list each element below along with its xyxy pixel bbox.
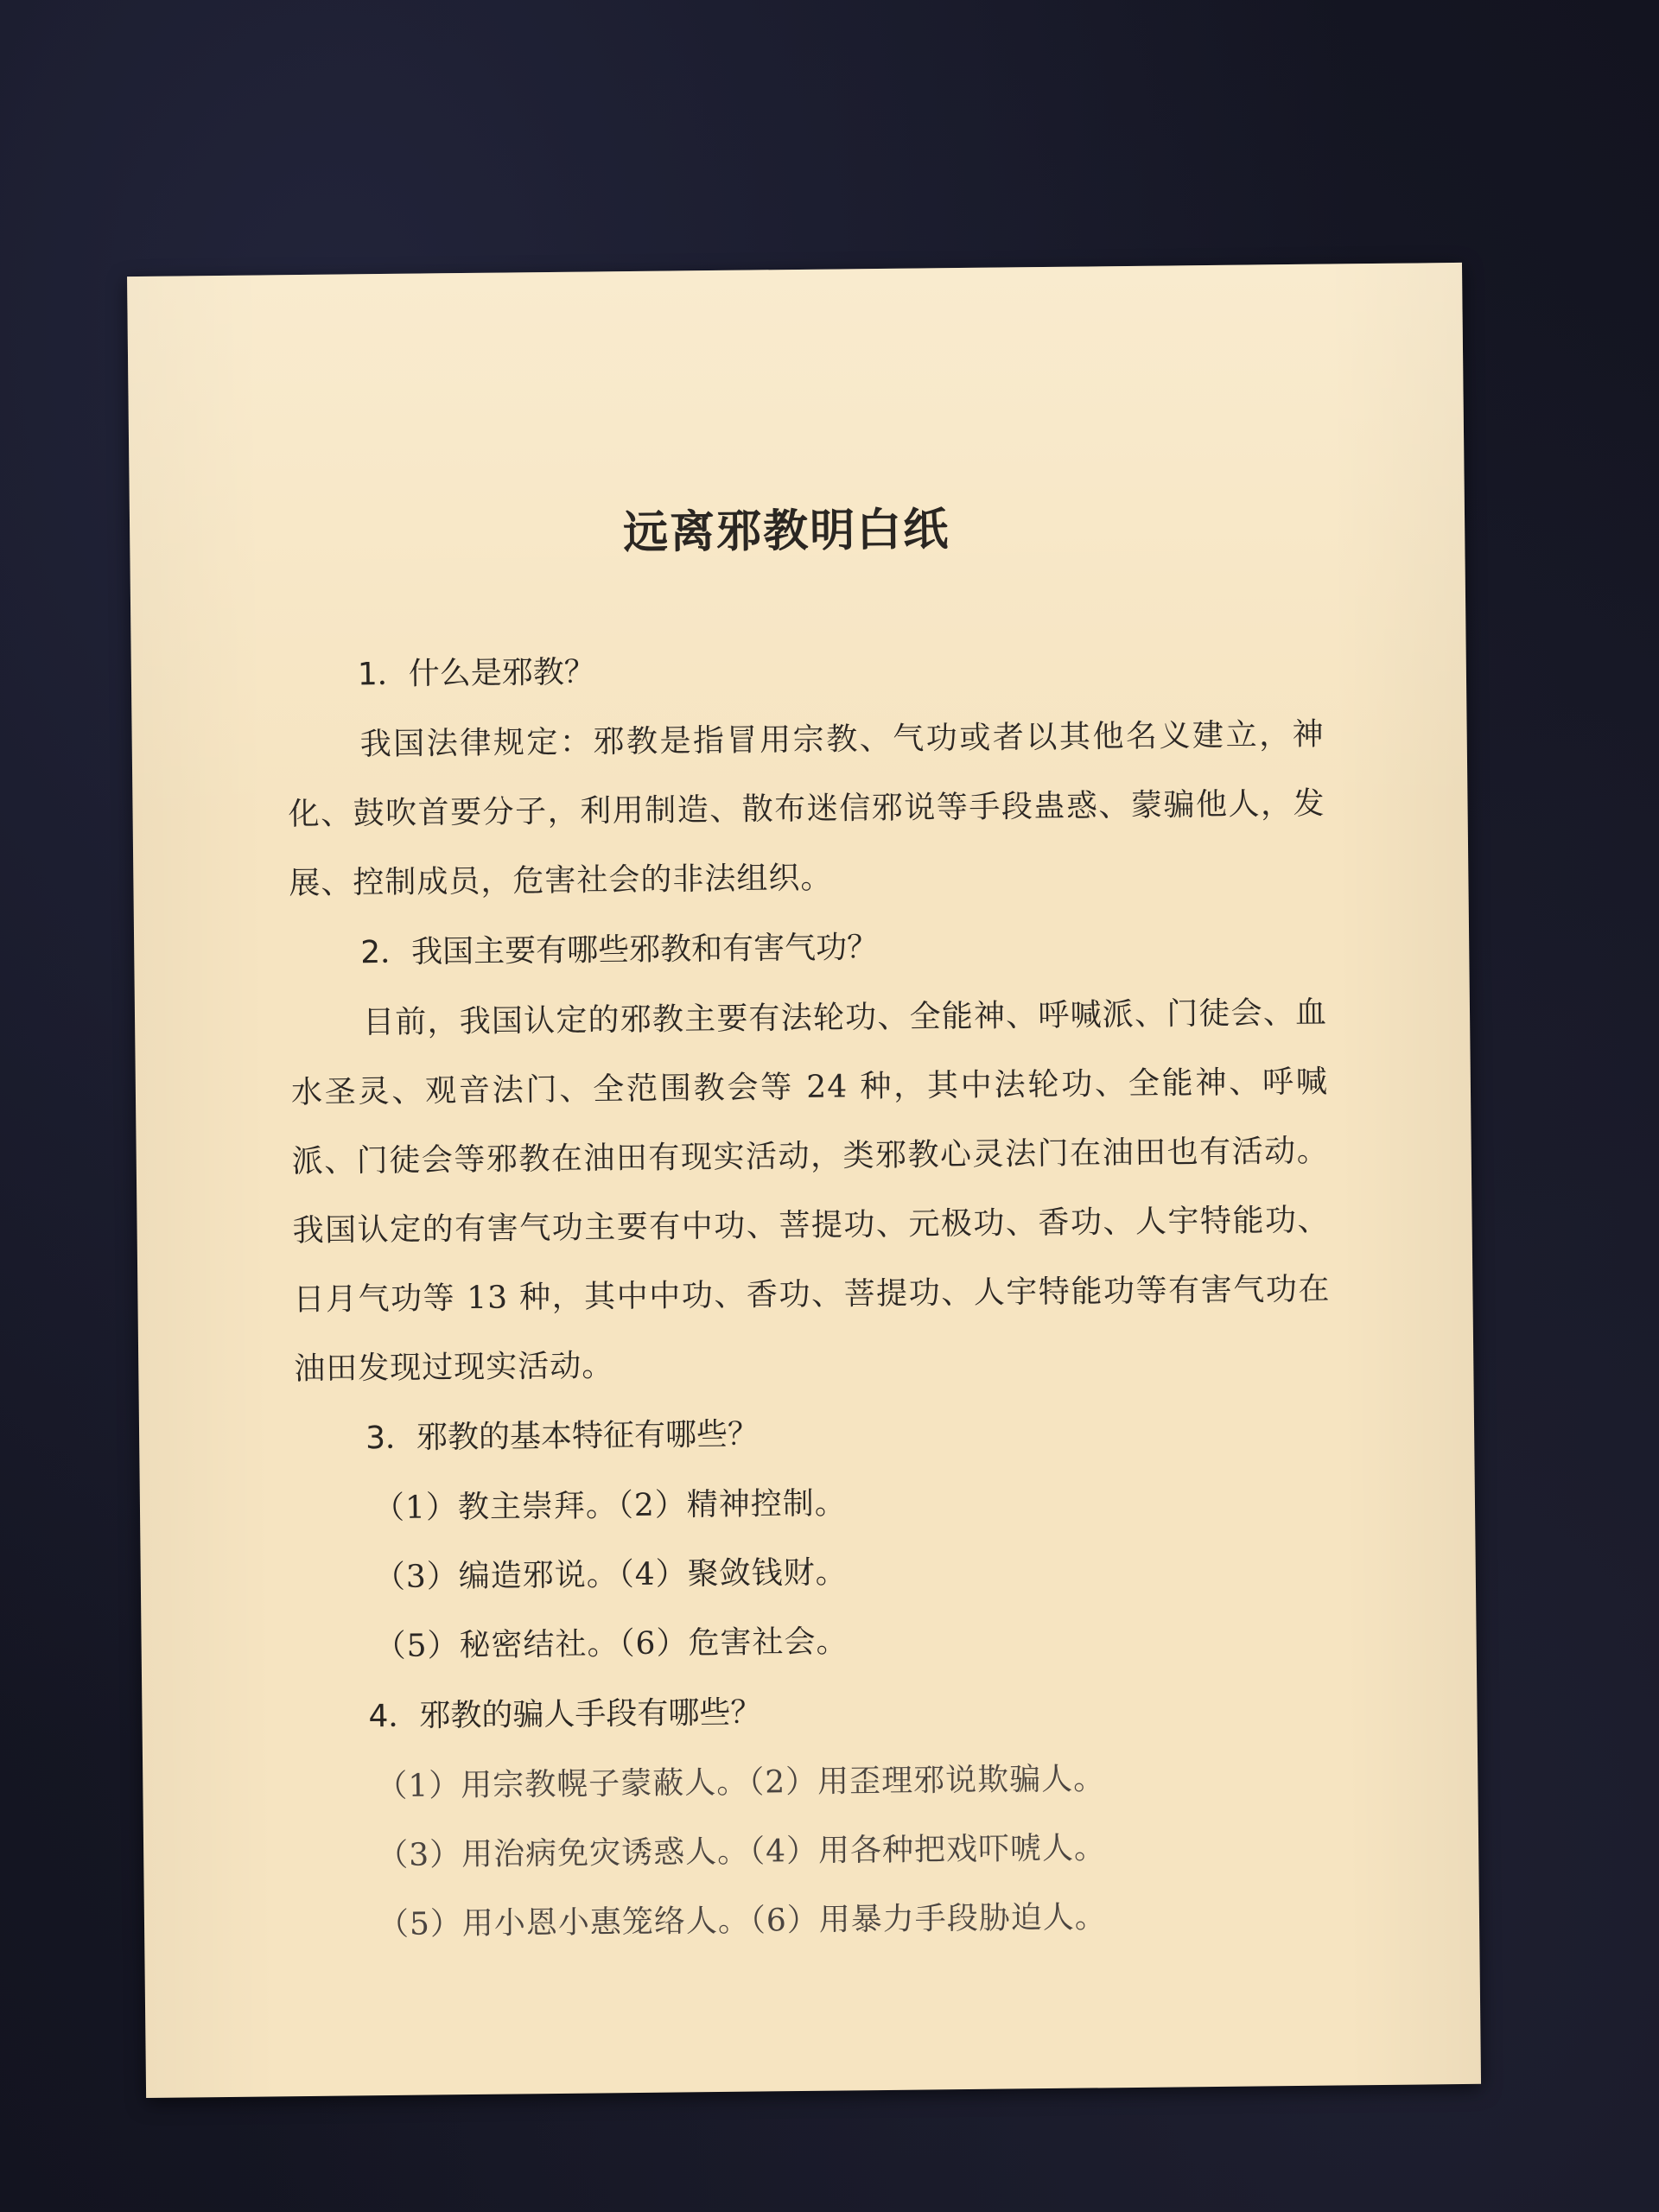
section-3-item-1: （1）教主崇拜。（2）精神控制。 bbox=[372, 1485, 847, 1527]
section-heading-2: 2．我国主要有哪些邪教和有害气功？ bbox=[360, 930, 879, 971]
document-title: 远离邪教明白纸 bbox=[622, 504, 950, 560]
document-body bbox=[285, 489, 1338, 1961]
section-heading-4: 4．邪教的骗人手段有哪些？ bbox=[368, 1694, 762, 1735]
section-heading-3: 3．邪教的基本特征有哪些？ bbox=[365, 1416, 760, 1457]
section-4-item-3: （5）用小恩小惠笼络人。（6）用暴力手段胁迫人。 bbox=[377, 1899, 1108, 1943]
section-4-item-1: （1）用宗教幌子蒙蔽人。（2）用歪理邪说欺骗人。 bbox=[376, 1761, 1106, 1805]
section-heading-1: 1．什么是邪教？ bbox=[357, 654, 595, 693]
section-3-item-3: （5）秘密结社。（6）危害社会。 bbox=[374, 1624, 849, 1665]
paper-sheet bbox=[127, 263, 1481, 2098]
section-4-item-2: （3）用治病免灾诱惑人。（4）用各种把戏吓唬人。 bbox=[376, 1830, 1107, 1874]
section-3-item-2: （3）编造邪说。（4）聚敛钱财。 bbox=[373, 1554, 848, 1596]
section-1-paragraph: 我国法律规定：邪教是指冒用宗教、气功或者以其他名义建立，神化、鼓吹首要分子，利用制造、散布迷信邪说等手段蛊惑、蒙骗他人，发展、控制成员，危害社会的非法组织。 bbox=[288, 716, 1325, 902]
section-2-paragraph: 目前，我国认定的邪教主要有法轮功、全能神、呼喊派、门徒会、血水圣灵、观音法门、全范围教会等 24 种，其中法轮功、全能神、呼喊派、门徒会等邪教在油田有现实活动，类邪教心灵法门在油田也有活动。我国认定的有害气功主要有中功、菩提功、元极功、香功、人宇特能功、日月气功等 13 种，其中中功、香功、菩提功、人宇特能功等有害气功在油田发现过现实活动。 bbox=[290, 995, 1331, 1388]
